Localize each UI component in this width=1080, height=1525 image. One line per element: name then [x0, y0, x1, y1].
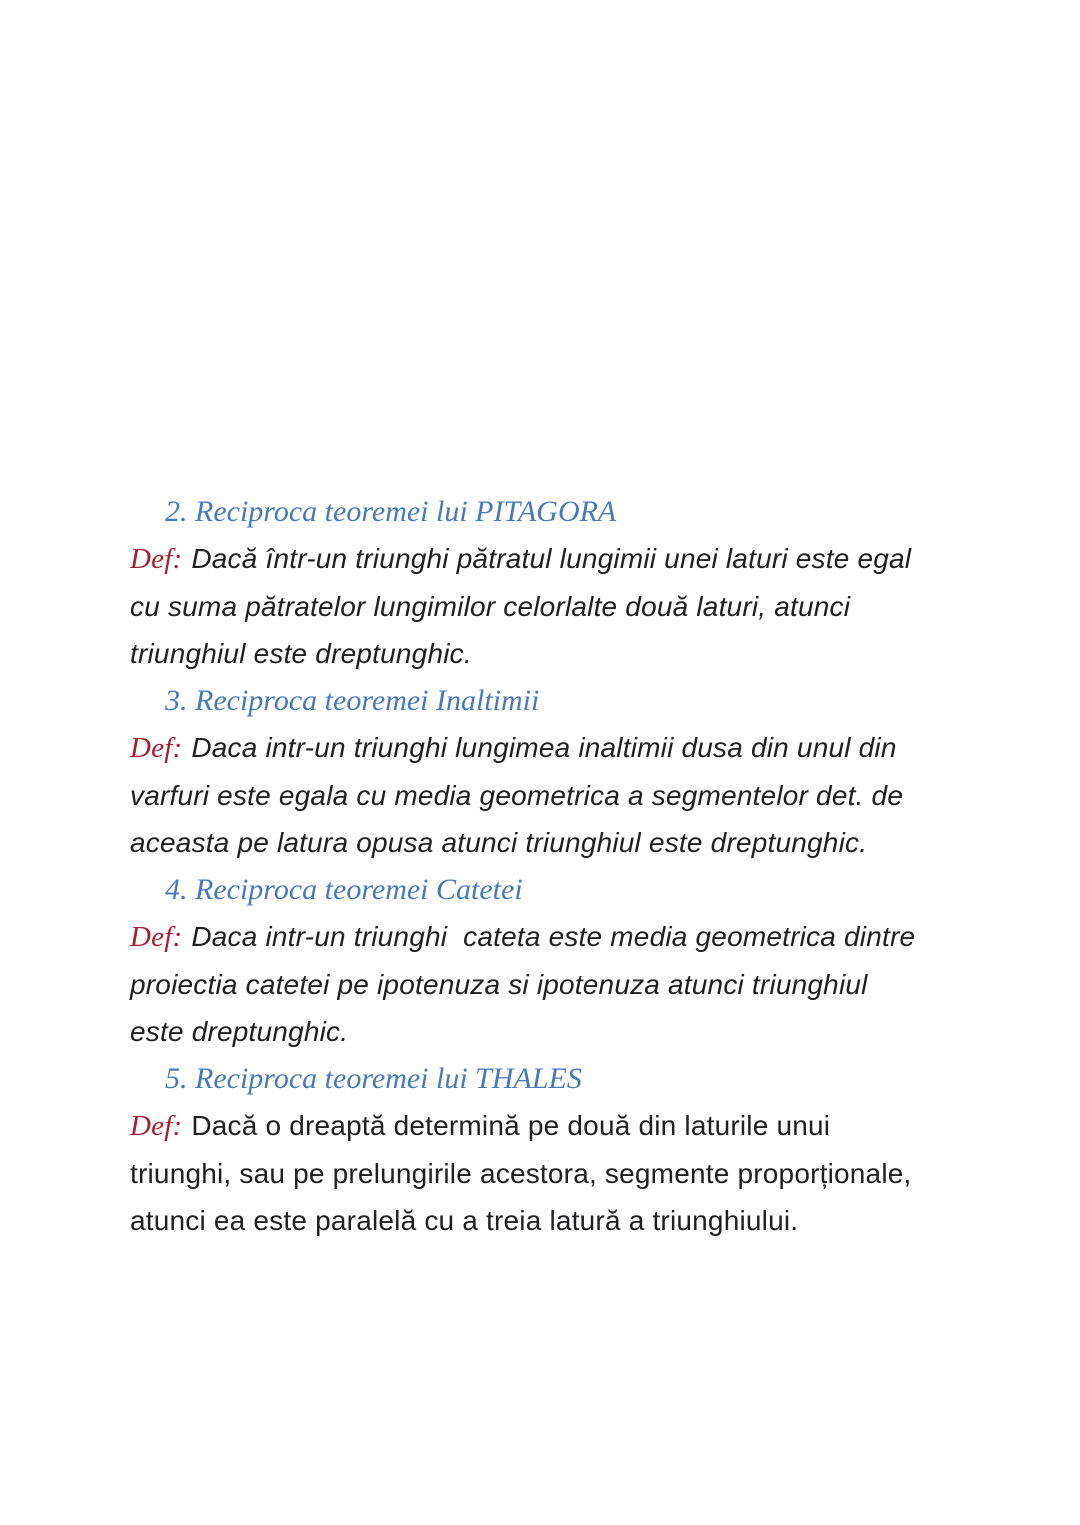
section-heading: 2. Reciproca teoremei lui PITAGORA	[165, 495, 617, 528]
definition-paragraph	[130, 535, 1010, 677]
section-catetei	[130, 866, 1010, 1055]
section-inaltimii	[130, 677, 1010, 866]
definition-line: varfuri este egala cu media geometrica a segmentelor det. de	[130, 780, 904, 811]
section-heading: 3. Reciproca teoremei Inaltimii	[165, 684, 540, 717]
definition-line	[130, 535, 1010, 583]
definition-paragraph	[130, 913, 1010, 1055]
section-pitagora	[130, 488, 1010, 677]
definition-line	[130, 724, 1010, 772]
section-thales	[130, 1055, 1010, 1244]
definition-text: Daca intr-un triunghi cateta este media geometrica dintre	[191, 921, 916, 952]
definition-paragraph	[130, 1102, 1010, 1244]
def-label: Def:	[130, 1110, 183, 1142]
definition-line: este dreptunghic.	[130, 1016, 349, 1047]
definition-line	[130, 913, 1010, 961]
section-heading: 4. Reciproca teoremei Catetei	[165, 873, 523, 906]
def-label: Def:	[130, 921, 183, 953]
definition-text: Dacă o dreaptă determină pe două din laturile unui	[191, 1110, 831, 1141]
definition-line	[130, 1102, 1010, 1150]
definition-line: triunghi, sau pe prelungirile acestora, segmente proporționale,	[130, 1158, 912, 1189]
section-heading: 5. Reciproca teoremei lui THALES	[165, 1062, 582, 1095]
definition-text: Daca intr-un triunghi lungimea inaltimii dusa din unul din	[191, 732, 897, 763]
definition-line: triunghiul este dreptunghic.	[130, 638, 472, 669]
def-label: Def:	[130, 543, 183, 575]
definition-line: atunci ea este paralelă cu a treia latură a triunghiului.	[130, 1205, 799, 1236]
definition-text: Dacă într-un triunghi pătratul lungimii unei laturi este egal	[191, 543, 912, 574]
definition-paragraph	[130, 724, 1010, 866]
notes-content	[130, 488, 1010, 1244]
def-label: Def:	[130, 732, 183, 764]
definition-line: aceasta pe latura opusa atunci triunghiul este dreptunghic.	[130, 827, 868, 858]
definition-line: cu suma pătratelor lungimilor celorlalte două laturi, atunci	[130, 591, 851, 622]
definition-line: proiectia catetei pe ipotenuza si ipotenuza atunci triunghiul	[130, 969, 868, 1000]
